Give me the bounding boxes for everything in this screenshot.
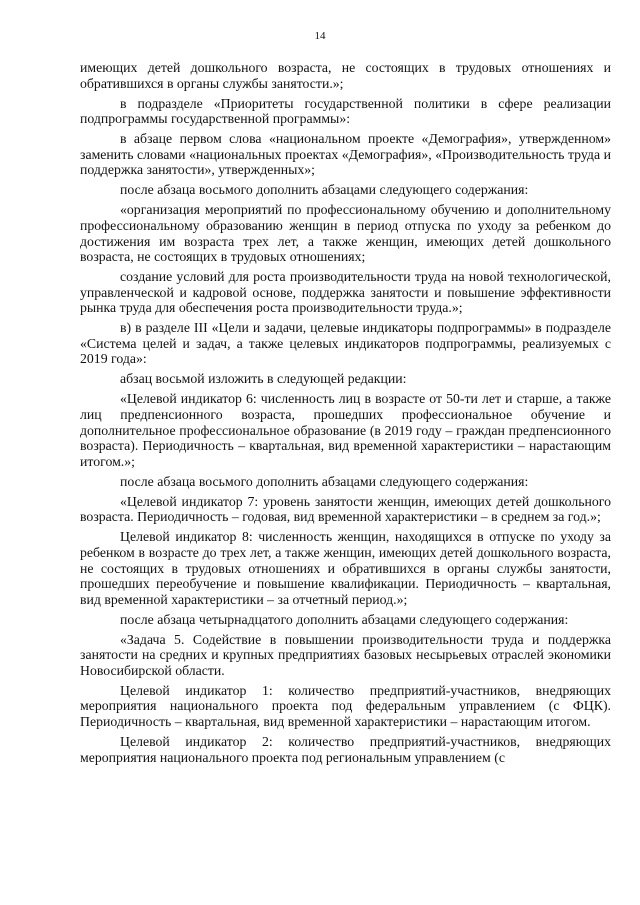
paragraph: «организация мероприятий по профессиональному обучению и дополнительному профессиональному образованию женщин в период отпуска по уходу за ребенком до достижения им возраста трех лет, а также женщин, имеющих детей дошкольного возраста, не состоящих в трудовых отношениях;: [80, 202, 611, 265]
paragraph: в абзаце первом слова «национальном проекте «Демография», утвержденном» заменить словами «национальных проектах «Демография», «Производительность труда и поддержка занятости», утвержденных»;: [80, 131, 611, 178]
paragraph: «Целевой индикатор 6: численность лиц в возрасте от 50-ти лет и старше, а также лиц предпенсионного возраста, прошедших профессиональное обучение и дополнительное профессиональное образование (в 2019 году – граждан предпенсионного возраста). Периодичность – квартальная, вид временной характеристики – нарастающим итогом.»;: [80, 391, 611, 469]
paragraph: Целевой индикатор 1: количество предприятий-участников, внедряющих мероприятия национального проекта под федеральным управлением (с ФЦК). Периодичность – квартальная, вид временной характеристики – нарастающим итогом.: [80, 682, 611, 730]
paragraph: имеющих детей дошкольного возраста, не состоящих в трудовых отношениях и обратившихся в органы службы занятости.»;: [80, 60, 611, 91]
paragraph: после абзаца восьмого дополнить абзацами следующего содержания:: [120, 182, 529, 198]
paragraph: «Целевой индикатор 7: уровень занятости женщин, имеющих детей дошкольного возраста. Периодичность – годовая, вид временной характеристики – в среднем за год.»;: [80, 493, 611, 525]
body-text: [80, 60, 611, 770]
paragraph: после абзаца четырнадцатого дополнить абзацами следующего содержания:: [120, 611, 569, 627]
paragraph: Целевой индикатор 8: численность женщин, находящихся в отпуске по уходу за ребенком в возрасте до трех лет, а также женщин, имеющих детей дошкольного возраста, не состоящих в трудовых отношениях и обратившихся в органы службы занятости, прошедших переобучение и повышение квалификации. Периодичность – квартальная, вид временной характеристики – за отчетный период.»;: [80, 529, 611, 607]
paragraph: в подразделе «Приоритеты государственной политики в сфере реализации подпрограммы государственной программы»:: [80, 95, 611, 127]
paragraph: создание условий для роста производительности труда на новой технологической, управленческой и кадровой основе, поддержка занятости и повышение эффективности рынка труда для обеспечения роста производительности труда.»;: [80, 269, 611, 316]
paragraph: «Задача 5. Содействие в повышении производительности труда и поддержка занятости на средних и крупных предприятиях базовых несырьевых отраслей экономики Новосибирской области.: [80, 631, 611, 678]
paragraph: абзац восьмой изложить в следующей редакции:: [120, 371, 407, 387]
paragraph: Целевой индикатор 2: количество предприятий-участников, внедряющих мероприятия национального проекта под региональным управлением (с: [80, 734, 611, 765]
page-number: 14: [314, 30, 326, 42]
paragraph: после абзаца восьмого дополнить абзацами следующего содержания:: [120, 473, 529, 489]
paragraph: в) в разделе III «Цели и задачи, целевые индикаторы подпрограммы» в подразделе «Система целей и задач, а также целевых индикаторов подпрограммы, реализуемых с 2019 года»:: [80, 320, 611, 367]
